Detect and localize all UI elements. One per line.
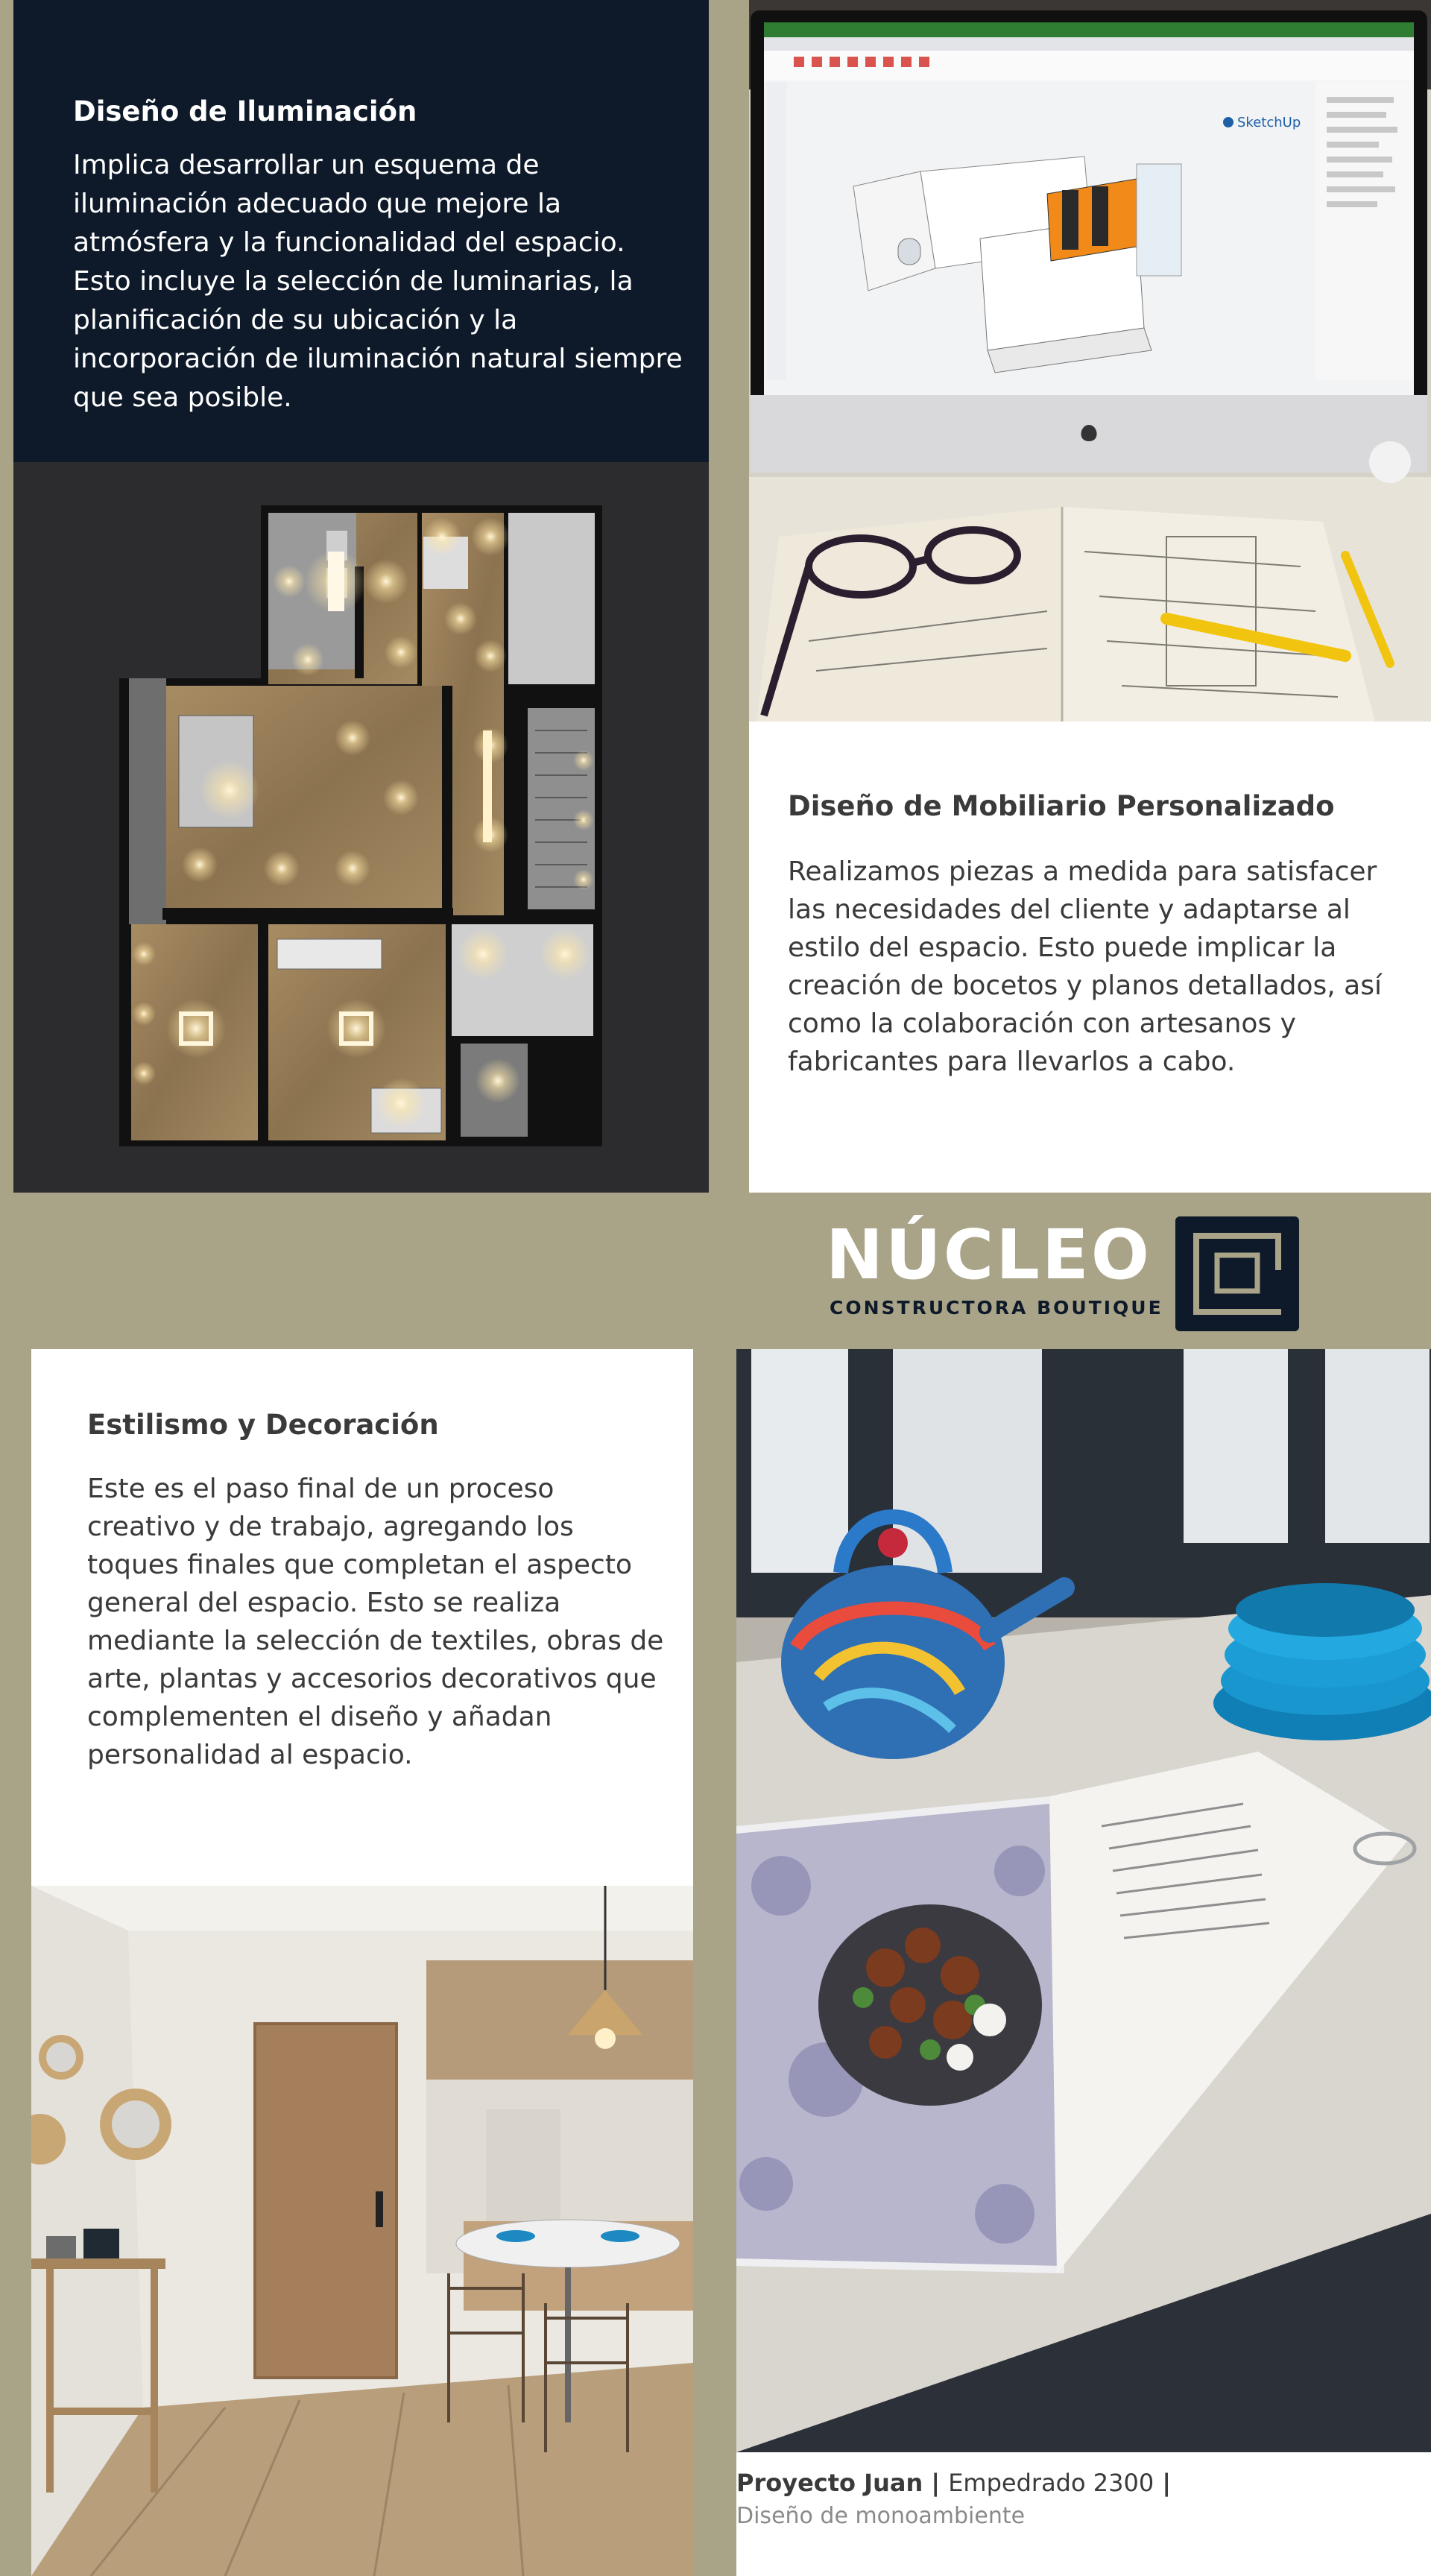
project-description: Diseño de monoambiente: [736, 2503, 1026, 2529]
lighting-floor-plan-image: [13, 462, 709, 1193]
caption-separator: |: [923, 2469, 949, 2497]
styling-title: Estilismo y Decoración: [87, 1409, 439, 1441]
sketchup-logo-text: SketchUp: [1237, 115, 1301, 130]
lighting-body: Implica desarrollar un esquema de iluminación adecuado que mejore la atmósfera y la funcionalidad del espacio. Esto incluye la selección de luminarias, la planificación de su ubicación y la incorporación de iluminación natural siempre que sea posible.: [73, 150, 683, 413]
lighting-title: Diseño de Iluminación: [73, 95, 417, 127]
furniture-title: Diseño de Mobiliario Personalizado: [788, 790, 1335, 822]
furniture-text-panel: [749, 722, 1431, 1193]
project-caption: [736, 2452, 1431, 2576]
styling-body: Este es el paso final de un proceso creativo y de trabajo, agregando los toques finales que completan el aspecto general del espacio. Esto se realiza mediante la selección de textiles, obras de arte, plantas y accesorios decorativos que complementen el diseño y añadan personalidad al espacio.: [87, 1474, 664, 1770]
project-caption-line: [736, 2469, 1171, 2497]
project-address: Empedrado 2300: [948, 2469, 1154, 2497]
brand-band: [0, 1193, 1431, 1349]
kitchen-detail-photo: [736, 1349, 1431, 2452]
lighting-text-panel: [13, 0, 709, 462]
brand-logo-icon: [1175, 1216, 1299, 1331]
brand-tagline: CONSTRUCTORA BOUTIQUE: [830, 1297, 1163, 1319]
sketchup-computer-photo: [749, 0, 1431, 722]
caption-separator-end: |: [1154, 2469, 1171, 2497]
project-name: Proyecto Juan: [736, 2469, 923, 2497]
furniture-body: Realizamos piezas a medida para satisfacer las necesidades del cliente y adaptarse al estilo del espacio. Esto puede implicar la creación de bocetos y planos detallados, así como la colaboración con artesanos y fabricantes para llevarlos a cabo.: [788, 856, 1382, 1077]
brand-name: NÚCLEO: [826, 1215, 1152, 1295]
styling-text-panel: [31, 1349, 693, 1886]
living-room-photo: [31, 1886, 693, 2576]
